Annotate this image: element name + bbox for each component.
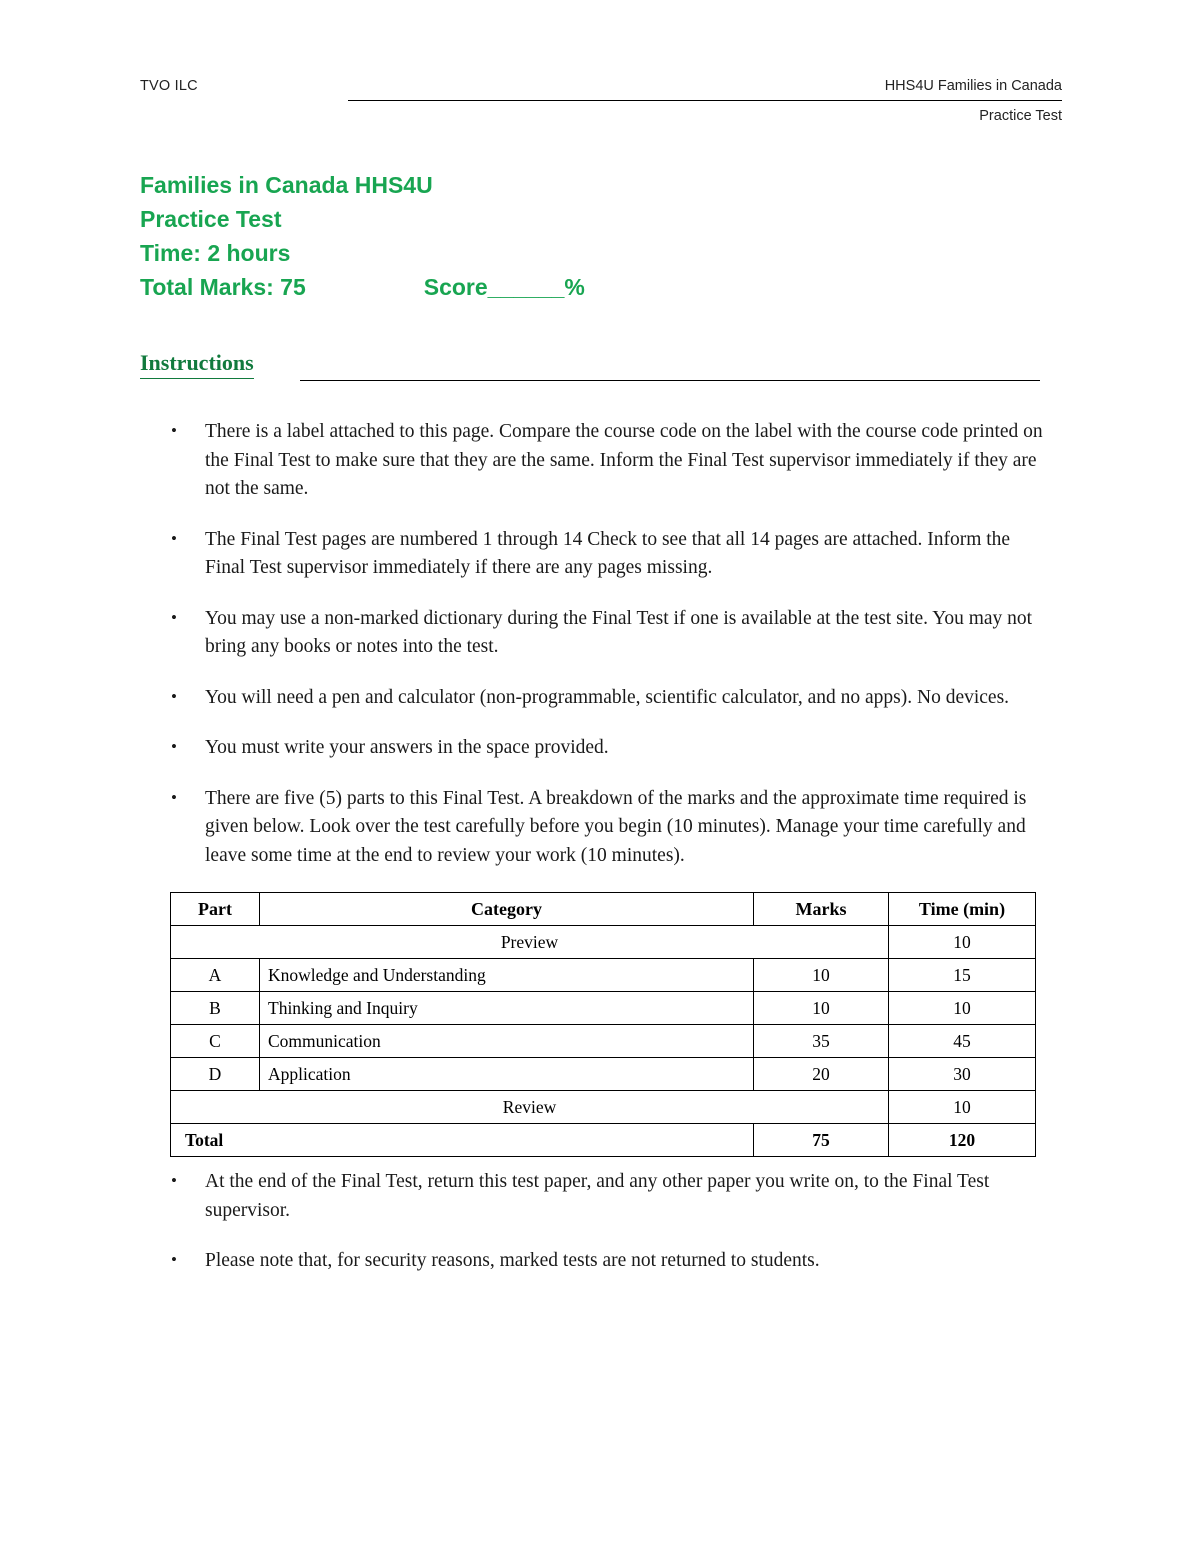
list-item: • You must write your answers in the space provided. bbox=[165, 734, 1045, 763]
row-total-time: 120 bbox=[889, 1124, 1036, 1157]
column-header-category: Category bbox=[260, 893, 754, 926]
row-time: 10 bbox=[889, 992, 1036, 1025]
column-header-marks: Marks bbox=[754, 893, 889, 926]
table-row-total bbox=[171, 1124, 1036, 1157]
row-total-label: Total bbox=[171, 1124, 754, 1157]
title-marks-score-row bbox=[140, 270, 1040, 304]
list-item: • Please note that, for security reasons, marked tests are not returned to students. bbox=[165, 1247, 1045, 1276]
page-header bbox=[140, 72, 1062, 132]
row-category: Thinking and Inquiry bbox=[260, 992, 754, 1025]
row-time: 30 bbox=[889, 1058, 1036, 1091]
row-marks: 10 bbox=[754, 959, 889, 992]
title-time: Time: 2 hours bbox=[140, 240, 291, 266]
row-marks: 35 bbox=[754, 1025, 889, 1058]
score-field: Score______% bbox=[423, 274, 585, 300]
marks-breakdown-table bbox=[170, 892, 1036, 1157]
table-row bbox=[171, 926, 1036, 959]
list-item: • There is a label attached to this page. Compare the course code on the label with the course code printed on the Final Test to make sure that they are the same. Inform the Final Test supervisor immediately if they are not the same. bbox=[165, 418, 1045, 504]
row-time-preview: 10 bbox=[889, 926, 1036, 959]
row-total-marks: 75 bbox=[754, 1124, 889, 1157]
table-row bbox=[171, 1091, 1036, 1124]
row-marks: 20 bbox=[754, 1058, 889, 1091]
row-part: A bbox=[171, 959, 260, 992]
page-title: Families in Canada HHS4U bbox=[140, 172, 433, 198]
row-category: Communication bbox=[260, 1025, 754, 1058]
table-row bbox=[171, 959, 1036, 992]
header-subtitle: Practice Test bbox=[979, 108, 1062, 124]
header-divider bbox=[348, 100, 1062, 101]
table-row bbox=[171, 1025, 1036, 1058]
instructions-heading: Instructions bbox=[140, 350, 254, 379]
list-item: • The Final Test pages are numbered 1 through 14 Check to see that all 14 pages are attached. Inform the Final Test supervisor immediately if there are any pages missing. bbox=[165, 526, 1045, 583]
list-item: • There are five (5) parts to this Final Test. A breakdown of the marks and the approximate time required is given below. Look over the test carefully before you begin (10 minutes). Manage your time carefully and leave some time at the end to review your work (10 minutes). bbox=[165, 785, 1045, 871]
row-label-review: Review bbox=[171, 1091, 889, 1124]
row-part: D bbox=[171, 1058, 260, 1091]
header-course-title: HHS4U Families in Canada bbox=[884, 78, 1062, 94]
list-item: • You may use a non-marked dictionary during the Final Test if one is available at the test site. You may not bring any books or notes into the test. bbox=[165, 605, 1045, 662]
instructions-divider bbox=[300, 380, 1040, 381]
row-marks: 10 bbox=[754, 992, 889, 1025]
table-header-row bbox=[171, 893, 1036, 926]
column-header-time: Time (min) bbox=[889, 893, 1036, 926]
row-category: Application bbox=[260, 1058, 754, 1091]
list-item: • You will need a pen and calculator (non-programmable, scientific calculator, and no apps). No devices. bbox=[165, 684, 1045, 713]
row-part: B bbox=[171, 992, 260, 1025]
table-row bbox=[171, 1058, 1036, 1091]
header-organization: TVO ILC bbox=[140, 78, 198, 94]
row-time: 45 bbox=[889, 1025, 1036, 1058]
row-label-preview: Preview bbox=[171, 926, 889, 959]
table-row bbox=[171, 992, 1036, 1025]
title-total-marks: Total Marks: 75 bbox=[140, 274, 306, 300]
title-block bbox=[140, 168, 1040, 304]
instructions-list-continued bbox=[165, 1168, 1045, 1298]
list-item: • At the end of the Final Test, return this test paper, and any other paper you write on, to the Final Test supervisor. bbox=[165, 1168, 1045, 1225]
title-practice-test: Practice Test bbox=[140, 206, 282, 232]
row-category: Knowledge and Understanding bbox=[260, 959, 754, 992]
row-time: 15 bbox=[889, 959, 1036, 992]
column-header-part: Part bbox=[171, 893, 260, 926]
row-time-review: 10 bbox=[889, 1091, 1036, 1124]
instructions-list bbox=[165, 418, 1045, 892]
row-part: C bbox=[171, 1025, 260, 1058]
instructions-heading-wrap bbox=[140, 350, 1040, 379]
